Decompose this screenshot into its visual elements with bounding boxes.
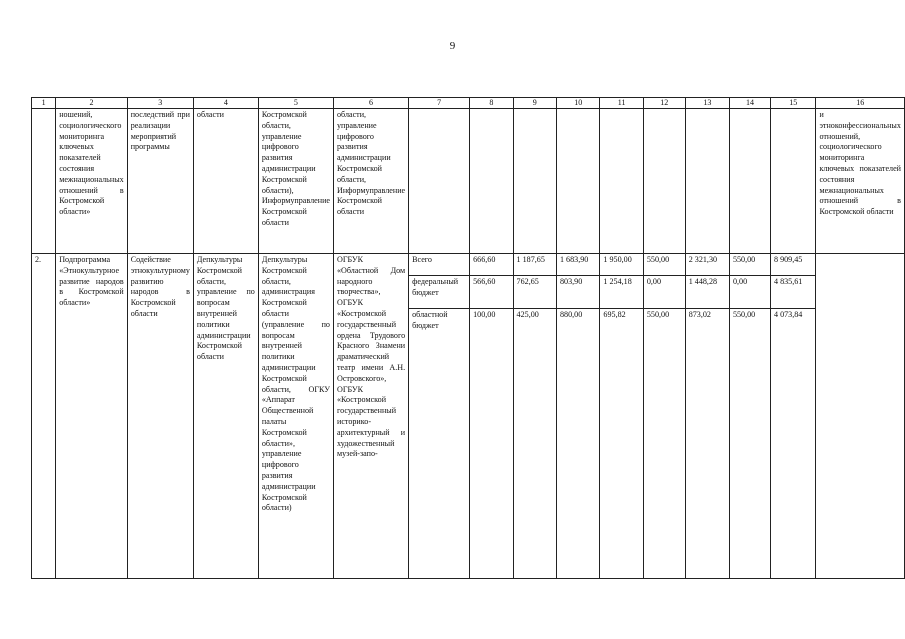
column-header: 10 [556,98,599,109]
empty-cell [729,109,770,254]
amount-value: 100,00 [473,310,496,319]
amount-value: 873,02 [688,310,711,319]
empty-cell [409,109,470,254]
column-header: 14 [729,98,770,109]
goal-cell: последствий при реализации мероприятий программы [127,109,193,254]
amount-value: 1 448,28 [686,276,729,309]
column-header: 8 [470,98,513,109]
empty-cell [643,109,685,254]
empty-cell [771,109,816,254]
name-cell: ношений, социологического мониторинга ключевых показателей состояния межнациональных отношений в Костромской области» [56,109,127,254]
amount-cell [470,254,513,579]
empty-cell [816,254,905,579]
column-header: 15 [771,98,816,109]
amount-total: 4 073,84 [774,310,803,319]
row-number-cell: 2. [32,254,56,579]
amount-value: 695,82 [603,310,626,319]
executor-cell: Депкультуры Костромской области, управление по вопросам внутренней политики администрации Костромской области [193,254,258,579]
amount-value: 550,00 [646,310,670,319]
amount-value: 1 187,65 [514,254,556,276]
coexecutors-cell: Костромской области, управление цифрового развития администрации Костромской области), Информуправление Костромской области [258,109,333,254]
amount-value: 0,00 [644,276,685,309]
amount-cell [729,254,770,579]
column-header: 7 [409,98,470,109]
funding-source-cell [409,254,470,579]
column-header: 3 [127,98,193,109]
amount-value: 803,90 [557,276,599,309]
empty-cell [600,109,643,254]
column-header: 9 [513,98,556,109]
funding-source-federal: федеральный бюджет [409,276,469,309]
amount-value: 666,60 [470,254,512,276]
amount-value: 566,60 [470,276,512,309]
column-header: 5 [258,98,333,109]
amount-cell [643,254,685,579]
program-table [31,97,905,579]
table-row [32,109,905,254]
subprogram-name-cell: Подпрограмма «Этнокультурное развитие народов в Костромской области» [56,254,127,579]
goal-cell: Содействие этнокультурному развитию народов в Костромской области [127,254,193,579]
amount-value: 550,00 [732,310,756,319]
amount-value: 550,00 [730,254,770,276]
column-header: 13 [685,98,729,109]
funding-source-total: Всего [409,254,469,276]
column-header: 2 [56,98,127,109]
amount-value: 550,00 [644,254,685,276]
column-header: 4 [193,98,258,109]
column-header: 6 [333,98,408,109]
amount-cell [685,254,729,579]
column-header: 11 [600,98,643,109]
row-number-cell [32,109,56,254]
empty-cell [513,109,556,254]
page-number: 9 [449,40,456,52]
participants-cell: ОГБУК «Областной Дом народного творчества», ОГБУК «Костромской государственный ордена Трудового Красного Знамени драматический театр имени А.Н. Островского», ОГБУК «Костромской государственный историко-архитектурный и художественный музей-запо- [333,254,408,579]
column-header: 12 [643,98,685,109]
empty-cell [685,109,729,254]
amount-cell [556,254,599,579]
amount-cell [600,254,643,579]
empty-cell [470,109,513,254]
amount-value: 0,00 [730,276,770,309]
amount-value: 1 950,00 [600,254,642,276]
amount-total: 8 909,45 [771,254,815,276]
amount-total-cell [771,254,816,579]
amount-value: 2 321,30 [686,254,729,276]
column-number-row [32,98,905,109]
coexecutors-cell: Депкультуры Костромской области, администрация Костромской области (управление по вопросам внутренней политики администрации Костромской области, ОГКУ «Аппарат Общественной палаты Костромской области», управление цифрового развития администрации Костромской области) [258,254,333,579]
amount-value: 762,65 [514,276,556,309]
table-row [32,254,905,579]
funding-source-regional: областной бюджет [412,310,448,330]
empty-cell [556,109,599,254]
amount-cell [513,254,556,579]
column-header: 1 [32,98,56,109]
amount-total: 4 835,61 [771,276,815,309]
amount-value: 425,00 [516,310,539,319]
column-header: 16 [816,98,905,109]
amount-value: 1 683,90 [557,254,599,276]
result-cell: и этноконфессиональных отношений, социологического мониторинга ключевых показателей состояния межнациональных отношений в Костромской области [816,109,905,254]
amount-value: 880,00 [559,310,583,319]
participants-cell: области, управление цифрового развития администрации Костромской области, Информуправление Костромской области [333,109,408,254]
executor-cell: области [193,109,258,254]
amount-value: 1 254,18 [600,276,642,309]
